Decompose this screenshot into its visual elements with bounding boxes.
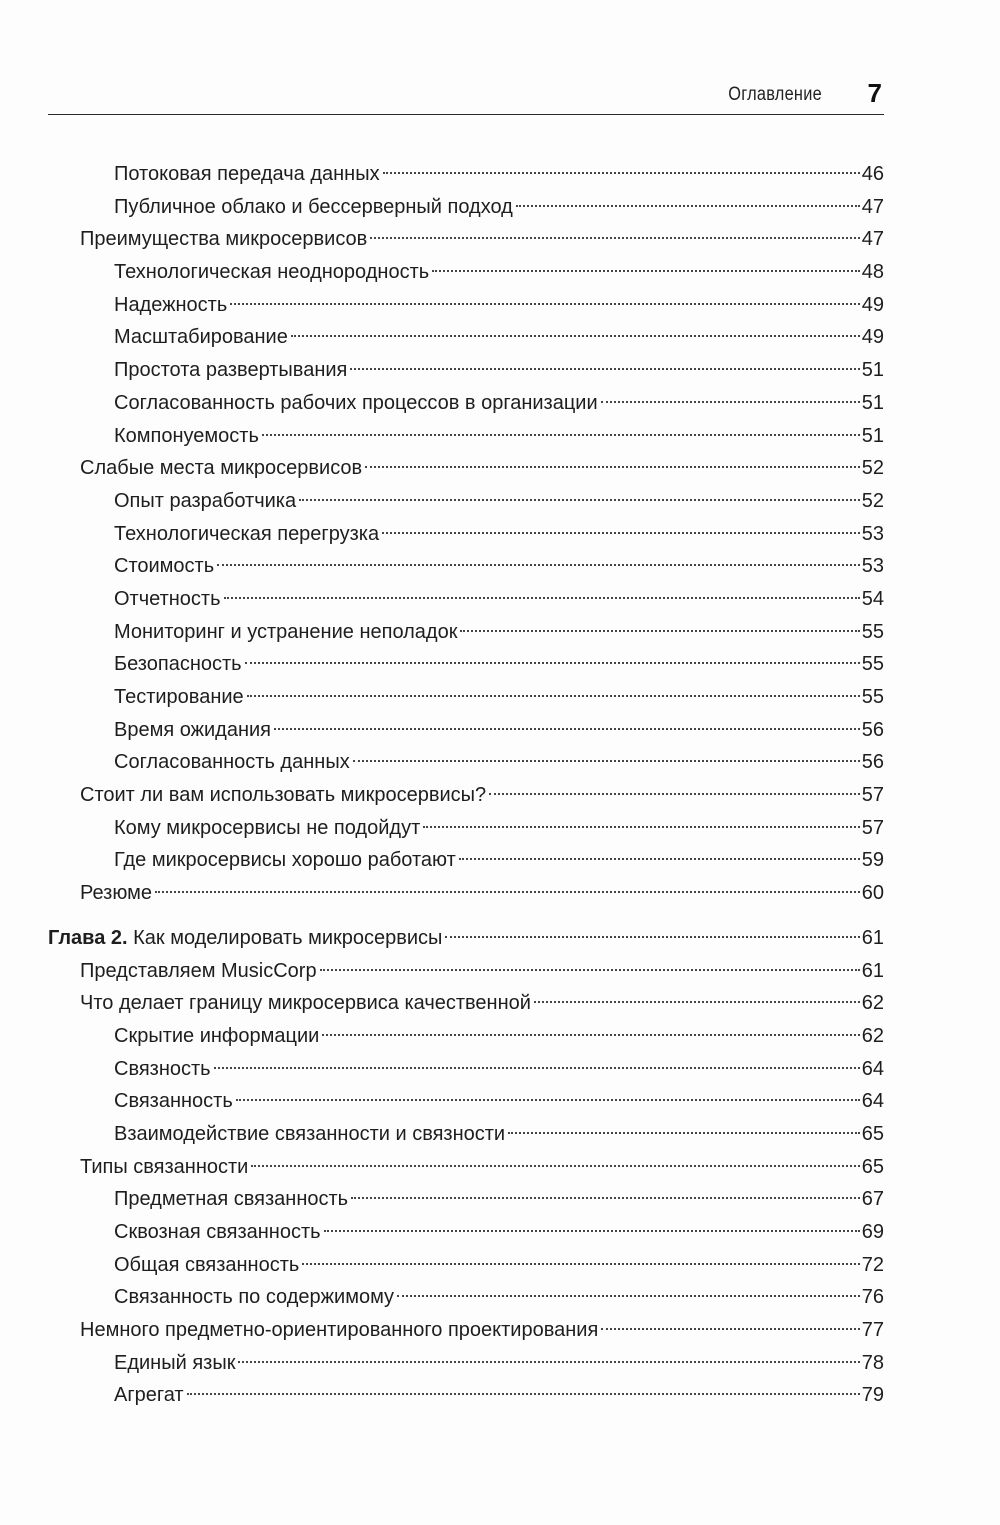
toc-entry-page: 59 xyxy=(861,849,884,872)
toc-entry-title xyxy=(114,1053,211,1086)
dot-leader xyxy=(320,968,860,971)
toc-entry-text: Представляем MusicCorp xyxy=(80,959,317,982)
toc-entry-text: Кому микросервисы не подойдут xyxy=(114,816,421,839)
toc-entry-title xyxy=(114,321,288,354)
toc-entry xyxy=(48,1249,884,1282)
dot-leader xyxy=(382,531,860,534)
toc-entry-title xyxy=(114,420,259,453)
toc-entry-title xyxy=(114,714,271,747)
toc-entry-page: 57 xyxy=(861,784,884,807)
toc-entry-title xyxy=(114,387,598,420)
toc-entry-text: Резюме xyxy=(80,882,152,905)
toc-entry xyxy=(48,518,884,551)
toc-entry-title xyxy=(80,779,486,812)
toc-entry-text: Связанность xyxy=(114,1090,233,1113)
toc-entry-title xyxy=(80,877,152,910)
dot-leader xyxy=(508,1131,860,1134)
toc-entry-page: 79 xyxy=(861,1384,884,1407)
toc-entry xyxy=(48,1085,884,1118)
toc-entry xyxy=(48,955,884,988)
toc-entry-page: 65 xyxy=(861,1155,884,1178)
dot-leader xyxy=(238,1360,859,1363)
toc-entry-text: Простота развертывания xyxy=(114,359,348,382)
toc-entry xyxy=(48,1151,884,1184)
toc-entry-page: 51 xyxy=(861,359,884,382)
dot-leader xyxy=(351,1196,860,1199)
toc-entry-text: Технологическая перегрузка xyxy=(114,522,380,545)
dot-leader xyxy=(445,935,859,938)
toc-entry-title xyxy=(80,452,362,485)
toc-entry-text: Агрегат xyxy=(114,1384,184,1407)
toc-entry-text: Связность xyxy=(114,1057,211,1080)
toc-entry-text: Тестирование xyxy=(114,686,244,708)
toc-entry-text: Слабые места микросервисов xyxy=(80,457,363,480)
toc-entry xyxy=(48,387,884,420)
toc-entry-text: Единый язык xyxy=(114,1351,236,1374)
toc-entry-page: 57 xyxy=(861,816,884,839)
dot-leader xyxy=(236,1098,860,1101)
dot-leader xyxy=(251,1164,859,1167)
toc-entry-title xyxy=(114,1216,321,1249)
toc-entry-text: Технологическая неоднородность xyxy=(114,261,430,284)
toc-entry-text: Скрытие информации xyxy=(114,1024,320,1047)
toc-entry-text: Время ожидания xyxy=(114,718,272,741)
toc-entry-page: 49 xyxy=(861,326,884,349)
toc-entry-title xyxy=(114,158,380,191)
toc-entry xyxy=(48,1118,884,1151)
toc-entry-page: 61 xyxy=(861,926,884,949)
toc-entry-text: Как моделировать микросервисы xyxy=(127,926,443,949)
toc-entry-title xyxy=(114,256,429,289)
toc-entry-title xyxy=(114,550,214,583)
toc-entry-text: Что делает границу микросервиса качественной xyxy=(80,992,531,1015)
toc-entry-text: Немного предметно-ориентированного проектирования xyxy=(80,1319,599,1342)
toc-entry-page: 62 xyxy=(861,1024,884,1047)
toc-entry-title xyxy=(114,1020,319,1053)
dot-leader xyxy=(365,465,860,468)
dot-leader xyxy=(155,890,860,893)
toc-entry-text: Предметная связанность xyxy=(114,1188,349,1211)
dot-leader xyxy=(217,563,860,566)
toc-entry-title xyxy=(114,583,221,616)
toc-chapter-entry xyxy=(48,922,884,955)
toc-entry-page: 55 xyxy=(861,653,884,676)
toc-entry xyxy=(48,485,884,518)
dot-leader xyxy=(370,236,859,239)
toc-entry xyxy=(48,987,884,1020)
toc-entry-text: Отчетность xyxy=(114,587,221,610)
toc-entry-page: 78 xyxy=(861,1351,884,1374)
toc-entry-page: 51 xyxy=(861,424,884,447)
dot-leader xyxy=(322,1033,859,1036)
dot-leader xyxy=(214,1066,860,1069)
toc-entry xyxy=(48,681,884,714)
toc-entry xyxy=(48,223,884,256)
toc-entry-text: Мониторинг и устранение неполадок xyxy=(114,620,458,643)
toc-entry-title xyxy=(114,485,296,518)
dot-leader xyxy=(262,433,860,436)
toc-entry xyxy=(48,746,884,779)
toc-entry-page: 61 xyxy=(861,959,884,982)
toc-entry-page: 72 xyxy=(861,1253,884,1276)
toc-entry-text: Где микросервисы хорошо работают xyxy=(114,849,456,872)
dot-leader xyxy=(230,302,859,305)
toc-entry-title xyxy=(80,1314,598,1347)
toc-entry-page: 55 xyxy=(861,686,884,708)
toc-entry-page: 55 xyxy=(861,620,884,643)
toc-entry-page: 64 xyxy=(861,1057,884,1080)
toc-entry xyxy=(48,1347,884,1380)
toc-entry-title xyxy=(114,191,513,224)
running-title: Оглавление xyxy=(728,84,822,105)
toc-entry xyxy=(48,877,884,910)
toc-entry-title xyxy=(80,987,531,1020)
toc-entry-page: 46 xyxy=(861,163,884,185)
toc-entry-page: 56 xyxy=(861,751,884,774)
dot-leader xyxy=(299,498,860,501)
toc-entry xyxy=(48,1020,884,1053)
dot-leader xyxy=(397,1294,860,1297)
toc-entry-page: 47 xyxy=(861,228,884,251)
toc-entry-page: 48 xyxy=(861,261,884,284)
dot-leader xyxy=(423,825,860,828)
toc-entry-title xyxy=(80,955,317,988)
toc-entry xyxy=(48,452,884,485)
dot-leader xyxy=(534,1000,860,1003)
toc-entry xyxy=(48,1379,884,1412)
toc-entry xyxy=(48,844,884,877)
dot-leader xyxy=(291,334,860,337)
toc-entry-text: Преимущества микросервисов xyxy=(80,228,368,251)
toc-entry-page: 52 xyxy=(861,489,884,512)
dot-leader xyxy=(274,727,860,730)
toc-entry-text: Надежность xyxy=(114,293,228,316)
toc-entry-text: Масштабирование xyxy=(114,326,288,349)
dot-leader xyxy=(601,1327,859,1330)
toc-entry-page: 47 xyxy=(861,195,884,218)
toc-entry-text: Взаимодействие связанности и связности xyxy=(114,1122,506,1145)
toc-entry-page: 65 xyxy=(861,1122,884,1145)
toc-entry-page: 62 xyxy=(861,992,884,1015)
toc-entry-title xyxy=(114,812,420,845)
toc-entry-text: Публичное облако и бессерверный подход xyxy=(114,195,513,218)
toc-entry-title xyxy=(114,616,457,649)
toc-entry-title xyxy=(80,1151,248,1184)
toc-entry xyxy=(48,289,884,322)
toc-entry-text: Сквозная связанность xyxy=(114,1221,321,1243)
toc-entry-text: Типы связанности xyxy=(80,1155,249,1178)
toc-entry xyxy=(48,191,884,224)
toc-entry-page: 77 xyxy=(861,1319,884,1342)
dot-leader xyxy=(187,1392,860,1395)
toc-entry-page: 49 xyxy=(861,293,884,316)
page-number: 7 xyxy=(867,78,882,108)
toc-entry-page: 53 xyxy=(861,555,884,578)
toc-entry-text: Согласованность рабочих процессов в организации xyxy=(114,391,598,414)
toc-entry-page: 76 xyxy=(861,1286,884,1309)
dot-leader xyxy=(516,204,860,207)
dot-leader xyxy=(245,661,860,664)
toc-entry-title xyxy=(114,1183,348,1216)
toc-entry xyxy=(48,779,884,812)
dot-leader xyxy=(324,1229,860,1232)
toc-entry-title xyxy=(114,648,242,681)
toc-entry-page: 54 xyxy=(861,587,884,610)
toc-entry xyxy=(48,1314,884,1347)
toc-entry xyxy=(48,550,884,583)
dot-leader xyxy=(353,759,860,762)
toc-entry xyxy=(48,583,884,616)
toc-entry-title xyxy=(114,1347,235,1380)
toc-entry-title xyxy=(114,844,456,877)
table-of-contents xyxy=(48,158,884,1412)
dot-leader xyxy=(601,400,860,403)
dot-leader xyxy=(383,171,860,174)
toc-entry-text: Безопасность xyxy=(114,653,242,676)
toc-entry-title xyxy=(114,746,350,779)
toc-entry-title xyxy=(114,1249,299,1282)
toc-entry-page: 56 xyxy=(861,718,884,741)
toc-entry-text: Общая связанность xyxy=(114,1253,300,1276)
toc-entry-title xyxy=(114,1379,184,1412)
toc-entry-title xyxy=(114,681,244,714)
toc-entry-title xyxy=(114,518,379,551)
dot-leader xyxy=(224,596,860,599)
dot-leader xyxy=(460,629,859,632)
chapter-label: Глава 2. xyxy=(48,926,128,949)
dot-leader xyxy=(302,1262,859,1265)
toc-entry xyxy=(48,648,884,681)
dot-leader xyxy=(459,857,860,860)
toc-entry-text: Согласованность данных xyxy=(114,751,350,774)
toc-entry xyxy=(48,1183,884,1216)
dot-leader xyxy=(432,269,860,272)
toc-entry xyxy=(48,616,884,649)
toc-entry xyxy=(48,1281,884,1314)
toc-entry-title xyxy=(114,354,347,387)
dot-leader xyxy=(489,792,860,795)
toc-entry-title xyxy=(48,922,442,955)
toc-entry-page: 64 xyxy=(861,1090,884,1113)
toc-entry-page: 60 xyxy=(861,882,884,905)
toc-entry-title xyxy=(114,1085,233,1118)
toc-entry-title xyxy=(114,1118,505,1151)
toc-entry-text: Стоимость xyxy=(114,555,215,578)
dot-leader xyxy=(247,694,860,697)
toc-entry-page: 69 xyxy=(861,1221,884,1243)
toc-entry xyxy=(48,714,884,747)
toc-entry-text: Стоит ли вам использовать микросервисы? xyxy=(80,784,487,807)
toc-entry-text: Потоковая передача данных xyxy=(114,163,380,185)
toc-entry xyxy=(48,1053,884,1086)
toc-entry-page: 67 xyxy=(861,1188,884,1211)
toc-entry-page: 53 xyxy=(861,522,884,545)
toc-entry-page: 52 xyxy=(861,457,884,480)
toc-entry-title xyxy=(114,289,227,322)
toc-entry xyxy=(48,420,884,453)
dot-leader xyxy=(350,367,859,370)
toc-entry-text: Компонуемость xyxy=(114,424,259,447)
toc-entry-text: Связанность по содержимому xyxy=(114,1286,395,1309)
toc-entry xyxy=(48,256,884,289)
toc-entry-page: 51 xyxy=(861,391,884,414)
toc-entry xyxy=(48,1216,884,1249)
toc-entry xyxy=(48,812,884,845)
toc-entry-title xyxy=(80,223,367,256)
toc-entry xyxy=(48,354,884,387)
toc-entry xyxy=(48,321,884,354)
toc-entry-title xyxy=(114,1281,394,1314)
running-header xyxy=(48,74,884,115)
toc-entry-text: Опыт разработчика xyxy=(114,489,297,512)
toc-entry xyxy=(48,158,884,191)
